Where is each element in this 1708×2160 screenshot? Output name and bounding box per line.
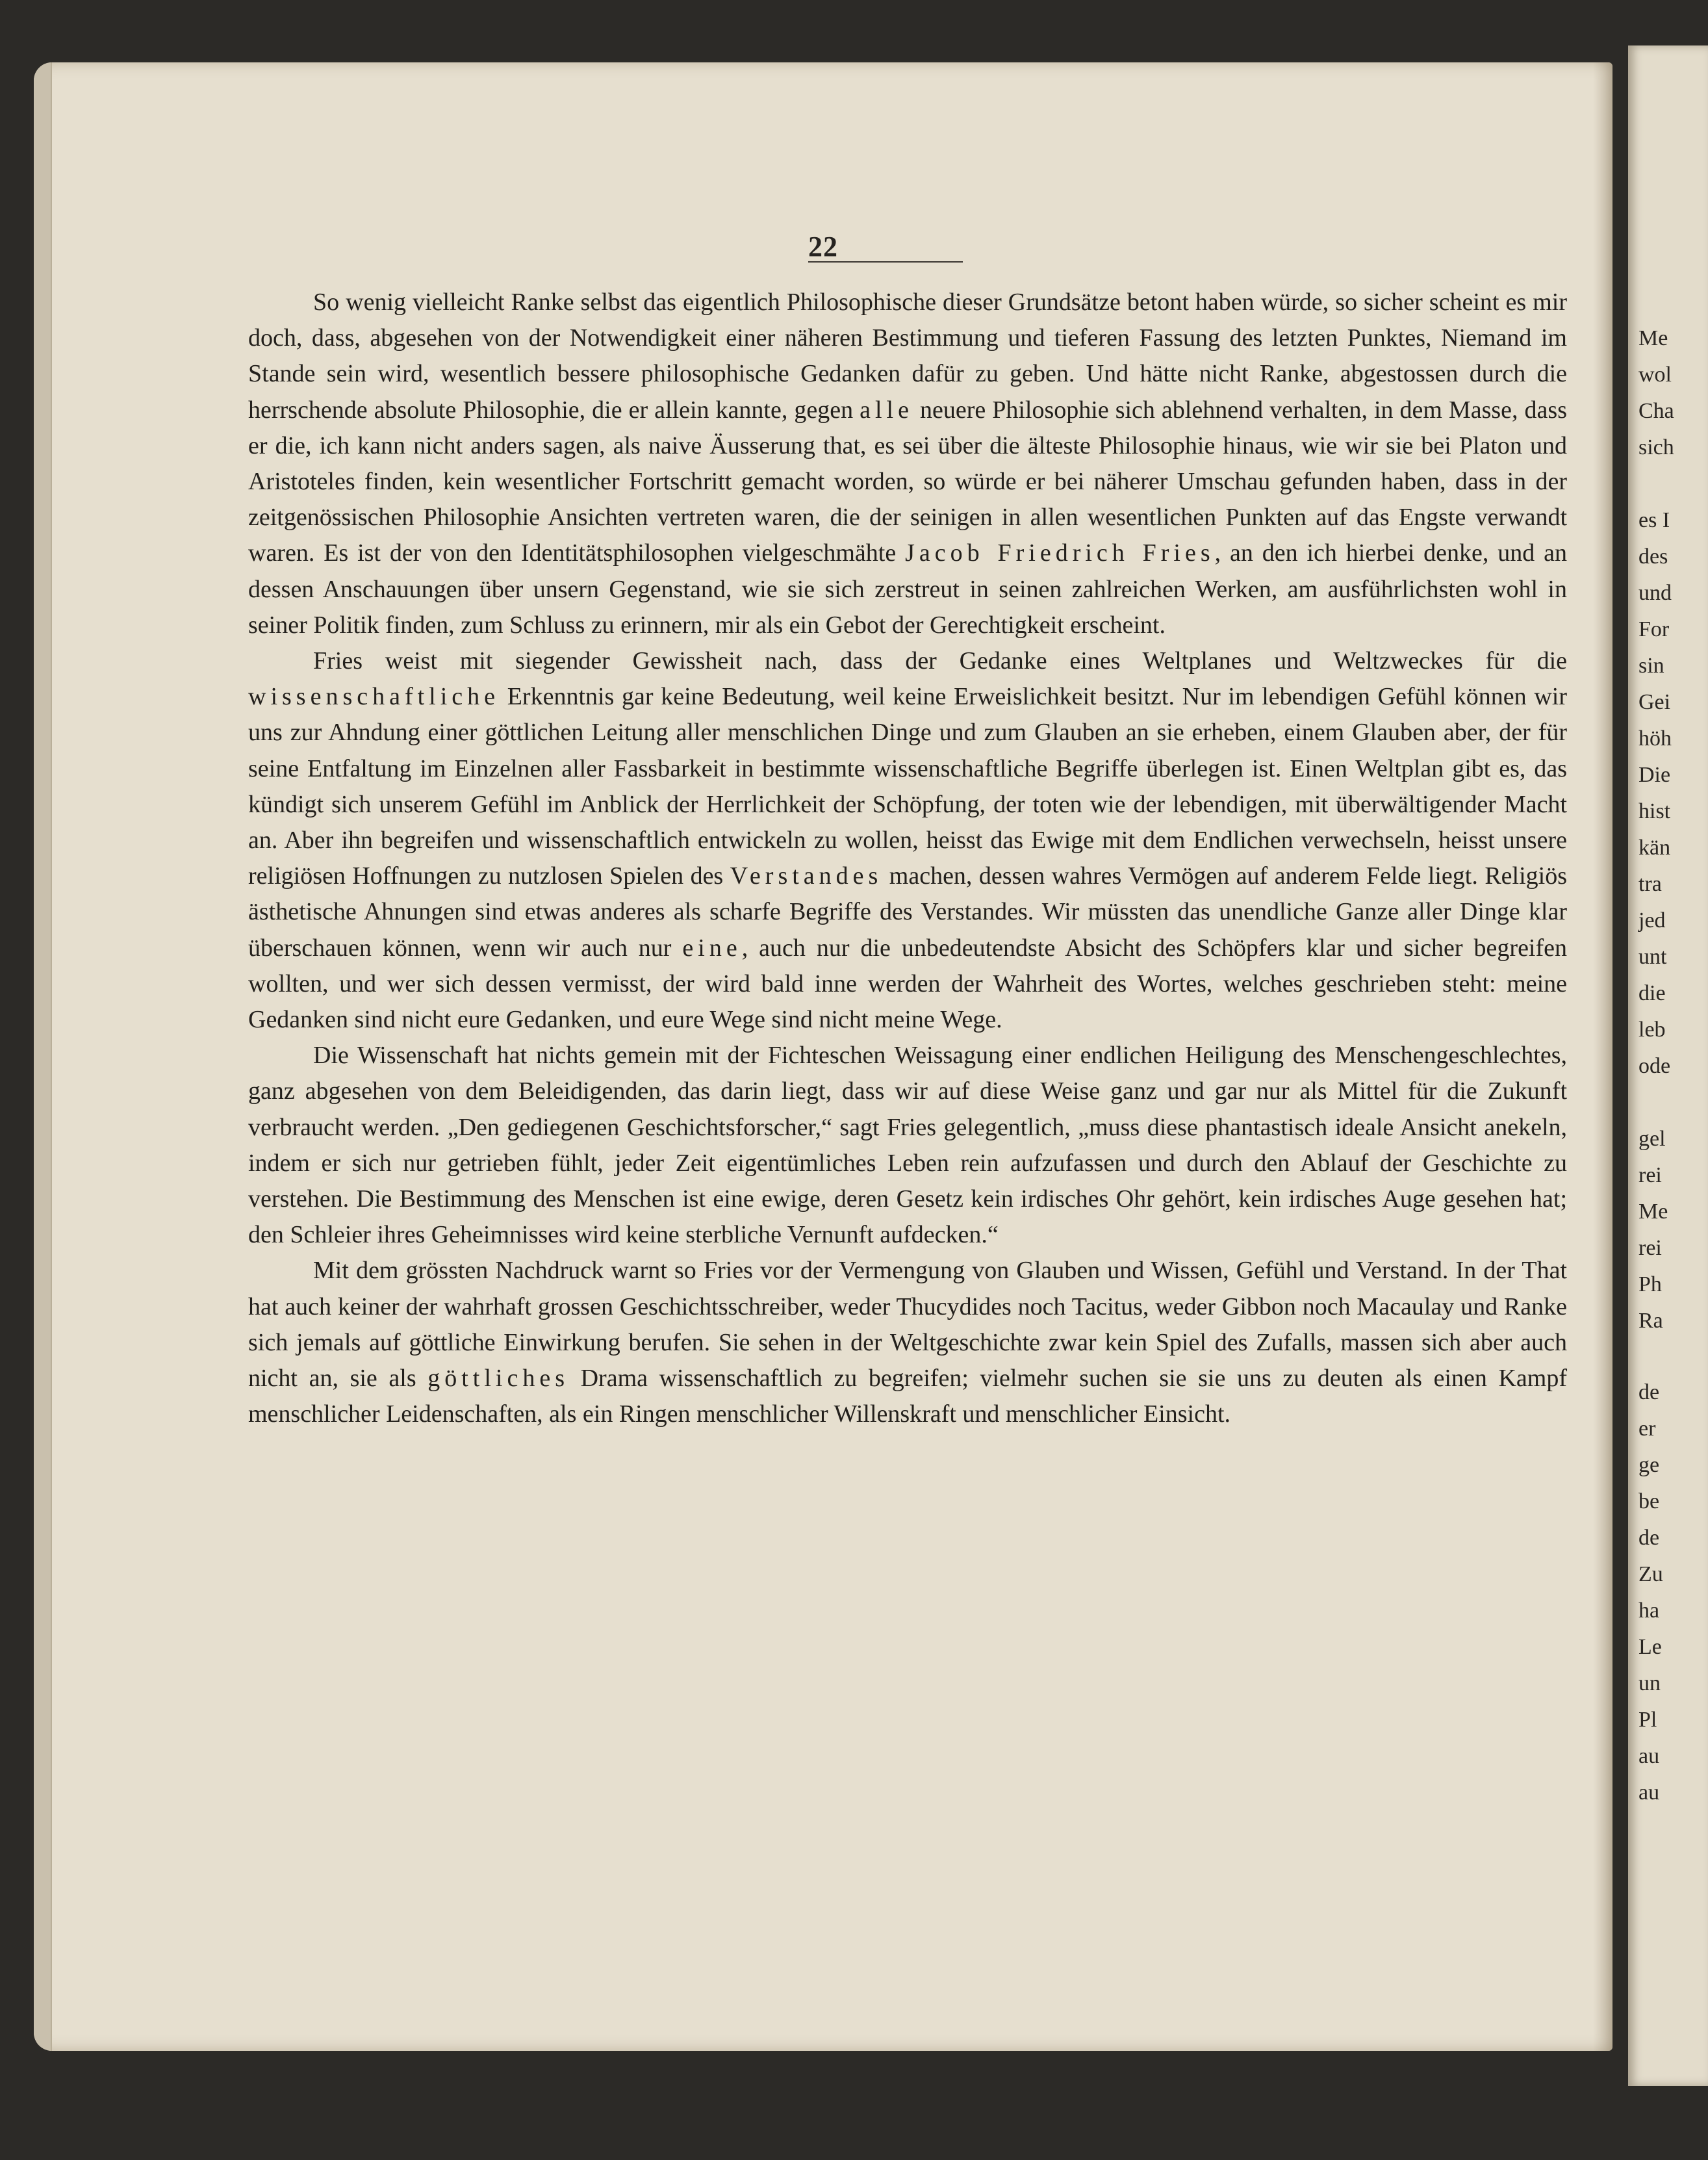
paragraph-4 bbox=[248, 1253, 1567, 1432]
paragraph-1-part-2: neuere Philosophie sich ablehnend verhalten, in dem Masse, dass er die, ich kann nicht anders sagen, als naive Äusserung that, es sei über die älteste Philosophie hinaus, wie wir sie bei Platon und Aristoteles finden, kein wesentlicher Fortschritt gemacht worden, so würde er bei näherer Umschau gefunden haben, dass in der zeitgenössischen Philosophie Ansichten vertreten waren, die der seinigen in allen wesentlichen Punkten auf das Engste verwandt waren. Es ist der von den Identitätsphilosophen vielgeschmähte bbox=[248, 396, 1567, 567]
next-page-fragment: rei bbox=[1638, 1163, 1662, 1187]
page-gutter-shadow bbox=[1593, 62, 1612, 2051]
paragraph-1-part-1: So wenig vielleicht Ranke selbst das eigentlich Philosophische dieser Grundsätze betont haben würde, so sicher scheint es mir doch, dass, abgesehen von der Notwendigkeit einer näheren Bestimmung und tieferen Fassung des letzten Punktes, Niemand im Stande sein wird, wesentlich bessere philosophische Gedanken dafür zu geben. Und hätte nicht Ranke, abgestossen durch die herrschende absolute Philosophie, die er allein kannte, gegen bbox=[248, 289, 1567, 424]
paragraph-1-emphasis-name: Jacob Friedrich Fries bbox=[905, 539, 1215, 567]
next-page-fragment: un bbox=[1638, 1671, 1661, 1695]
next-page-fragment: Ra bbox=[1638, 1309, 1663, 1333]
next-page-fragment: unt bbox=[1638, 945, 1667, 969]
next-page-fragment: er bbox=[1638, 1417, 1656, 1441]
next-page-fragment: au bbox=[1638, 1744, 1660, 1768]
next-page-fragment: Ph bbox=[1638, 1272, 1662, 1296]
next-page-fragment: rei bbox=[1638, 1236, 1662, 1260]
next-page-fragment: Me bbox=[1638, 326, 1668, 350]
paragraph-2-part-2: Erkenntnis gar keine Bedeutung, weil keine Erweislichkeit besitzt. Nur im lebendigen Gefühl können wir uns zur Ahndung einer göttlichen Leitung aller menschlichen Dinge und zum Glauben an sie erheben, einem Glauben aber, der für seine Entfaltung im Einzelnen aller Fassbarkeit in bestimmte wissenschaftliche Begriffe überlegen ist. Einen Weltplan gibt es, das kündigt sich unserem Gefühl im Anblick der Herrlichkeit der Schöpfung, der toten wie der lebendigen, mit überwältigender Macht an. Aber ihn begreifen und wissenschaftlich entwickeln zu wollen, heisst das Ewige mit dem Endlichen verwechseln, heisst unsere religiösen Hoffnungen zu nutzlosen Spielen des bbox=[248, 683, 1567, 890]
paragraph-1-part-3: , an den ich hierbei denke, und an dessen Anschauungen über unsern Gegenstand, wie sie sich zerstreut in seinen zahlreichen Werken, am ausführlichsten wohl in seiner Politik finden, zum Schluss zu erinnern, mir als ein Gebot der Gerechtigkeit erscheint. bbox=[248, 539, 1567, 639]
next-page-fragment: hist bbox=[1638, 799, 1671, 823]
paragraph-2-part-1: Fries weist mit siegender Gewissheit nach, dass der Gedanke eines Weltplanes und Weltzweckes für die bbox=[313, 647, 1567, 675]
next-page-fragment: höh bbox=[1638, 726, 1672, 751]
next-page-fragment: kän bbox=[1638, 836, 1671, 860]
next-page-fragment: des bbox=[1638, 545, 1668, 569]
next-page-fragment: Gei bbox=[1638, 690, 1671, 714]
page-body-text bbox=[248, 285, 1567, 1433]
paragraph-2-emphasis-wissenschaftliche: wissenschaftliche bbox=[248, 683, 500, 711]
next-page-fragment: Le bbox=[1638, 1635, 1662, 1659]
next-page-fragment: und bbox=[1638, 581, 1672, 605]
paragraph-4-part-2: Drama wissenschaftlich zu begreifen; vielmehr suchen sie sie uns zu deuten als einen Kampf menschlicher Leidenschaften, als ein Ringen menschlicher Willenskraft und menschlicher Einsicht. bbox=[248, 1365, 1567, 1428]
next-page-fragment: Die bbox=[1638, 763, 1671, 787]
next-page-fragment: For bbox=[1638, 617, 1670, 641]
next-page-fragment: de bbox=[1638, 1380, 1660, 1404]
page-left-edge bbox=[34, 62, 52, 2051]
next-page-fragment: tra bbox=[1638, 872, 1662, 896]
next-page-fragment: wol bbox=[1638, 363, 1672, 387]
next-page-fragment: die bbox=[1638, 981, 1666, 1005]
next-page-fragment: Cha bbox=[1638, 399, 1674, 423]
paragraph-4-part-1: Mit dem grössten Nachdruck warnt so Fries vor der Vermengung von Glauben und Wissen, Gefühl und Verstand. In der That hat auch keiner der wahrhaft grossen Geschichtsschreiber, weder Thucydides noch Tacitus, weder Gibbon noch Macaulay und Ranke sich jemals auf göttliche Einwirkung berufen. Sie sehen in der Weltgeschichte zwar kein Spiel des Zufalls, massen sich aber auch nicht an, sie als bbox=[248, 1257, 1567, 1393]
next-page-fragment: de bbox=[1638, 1526, 1660, 1550]
next-page-fragment: au bbox=[1638, 1781, 1660, 1805]
next-page-fragment: Me bbox=[1638, 1200, 1668, 1224]
next-page-fragment: ha bbox=[1638, 1599, 1660, 1623]
next-page-fragment: Zu bbox=[1638, 1562, 1663, 1586]
paragraph-1 bbox=[248, 285, 1567, 643]
page-number-rule bbox=[808, 261, 963, 263]
page-number: 22 bbox=[808, 231, 838, 263]
paragraph-2-part-3: machen, dessen wahres Vermögen auf anderem Felde liegt. Religiös ästhetische Ahnungen sind etwas anderes als scharfe Begriffe des Verstandes. Wir müssten das unendliche Ganze aller Dinge klar überschauen können, wenn wir auch nur bbox=[248, 862, 1567, 962]
paragraph-2-emphasis-verstandes: Verstandes bbox=[730, 862, 883, 890]
paragraph-2-emphasis-eine: eine bbox=[682, 934, 742, 962]
paragraph-2 bbox=[248, 643, 1567, 1038]
next-page-fragment: es I bbox=[1638, 508, 1670, 532]
next-page-fragment: leb bbox=[1638, 1018, 1666, 1042]
paragraph-3-part-1: Die Wissenschaft hat nichts gemein mit der Fichteschen Weissagung einer endlichen Heiligung des Menschengeschlechtes, ganz abgesehen von dem Beleidigenden, das darin liegt, dass wir auf diese Weise ganz und gar nur als Mittel für die Zukunft verbraucht werden. „Den gediegenen Geschichtsforscher,“ sagt Fries gelegentlich, „muss diese phantastisch ideale Ansicht anekeln, indem er sich nur getrieben fühlt, jeder Zeit eigentümliches Leben rein aufzufassen und durch den Ablauf der Geschichte zu verstehen. Die Bestimmung des Menschen ist eine ewige, deren Gesetz kein irdisches Ohr gehört, kein irdisches Auge gesehen hat; den Schleier ihres Geheimnisses wird keine sterbliche Vernunft aufdecken.“ bbox=[248, 1042, 1567, 1249]
paragraph-2-part-4: , auch nur die unbedeutendste Absicht des Schöpfers klar und sicher begreifen wollten, und wer sich dessen vermisst, der wird bald inne werden der Wahrheit des Wortes, welches geschrieben steht: meine Gedanken sind nicht eure Gedanken, und eure Wege sind nicht meine Wege. bbox=[248, 934, 1568, 1034]
book-page-left bbox=[34, 62, 1612, 2051]
next-page-fragment: ode bbox=[1638, 1054, 1671, 1078]
paragraph-4-emphasis-goettliches: göttliches bbox=[427, 1365, 569, 1393]
paragraph-3 bbox=[248, 1038, 1567, 1253]
next-page-fragment: Pl bbox=[1638, 1708, 1657, 1732]
paragraph-1-emphasis-alle: alle bbox=[860, 396, 913, 424]
next-page-fragment: gel bbox=[1638, 1127, 1666, 1151]
next-page-fragment: sich bbox=[1638, 435, 1674, 459]
next-page-fragment: sin bbox=[1638, 654, 1664, 678]
next-page-fragment: ge bbox=[1638, 1453, 1660, 1477]
book-page-right-partial bbox=[1628, 45, 1708, 2086]
next-page-fragment: be bbox=[1638, 1489, 1660, 1513]
next-page-fragment: jed bbox=[1638, 908, 1666, 932]
